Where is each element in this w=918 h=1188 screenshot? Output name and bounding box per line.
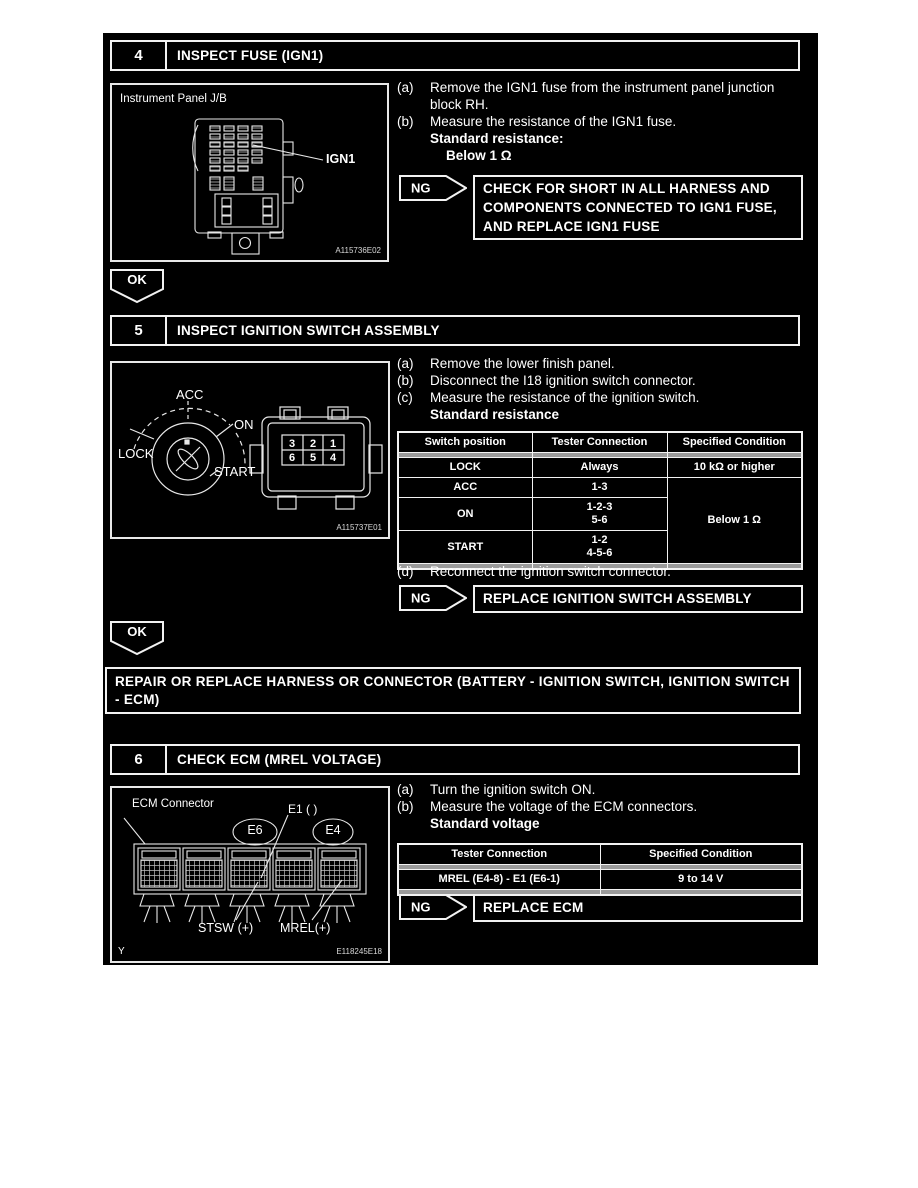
item-marker: (b) [397,799,414,814]
item-text: Measure the resistance of the ignition switch. [430,390,700,405]
instruction-item [397,563,797,580]
table-cell: Always [532,458,667,478]
item-text: Remove the IGN1 fuse from the instrument panel junction block RH. [430,80,775,112]
standard-voltage-label: Standard voltage [430,816,540,831]
table-row [398,478,802,498]
label-start: START [214,464,256,479]
table-cell: 9 to 14 V [600,870,802,890]
step4-header [110,40,800,71]
figure-instrument-panel [110,83,389,262]
connector-pin: 5 [309,452,317,464]
table-cell: ON [398,498,532,531]
ok-label: OK [127,624,147,639]
item-marker: (a) [397,80,414,95]
figure-ignition-switch [110,361,390,539]
item-text: Measure the voltage of the ECM connectors. [430,799,698,814]
step4-instructions [397,79,779,164]
table-header-cell: Specified Condition [600,844,802,865]
item-text: Reconnect the ignition switch connector. [430,564,671,579]
item-marker: (a) [397,782,414,797]
step6-number: 6 [112,746,167,773]
item-marker: (c) [397,390,413,405]
table-header-row [398,844,802,865]
item-marker: (b) [397,373,414,388]
figure-ecm-connector [110,786,390,963]
step5-number: 5 [112,317,167,344]
table-cell: 10 kΩ or higher [667,458,802,478]
table-cell: LOCK [398,458,532,478]
ng-pointer-icon [399,585,467,611]
resistance-table [397,431,803,570]
connector-pin: 6 [288,452,296,464]
item-text: Remove the lower finish panel. [430,356,615,371]
table-row [398,458,802,478]
ng-label: NG [411,180,431,196]
table-header-row [398,432,802,453]
table-cell: START [398,531,532,564]
instruction-item [397,79,779,113]
figure-code: E118245E18 [336,947,382,956]
instruction-item [397,389,797,406]
voltage-table [397,843,803,896]
repair-banner: REPAIR OR REPLACE HARNESS OR CONNECTOR (BATTERY - IGNITION SWITCH, IGNITION SWITCH - ECM) [105,667,801,714]
item-marker: (d) [397,564,414,579]
step5-title: INSPECT IGNITION SWITCH ASSEMBLY [177,323,440,338]
ecm-connector-drawing [112,788,388,961]
table-cell [532,531,667,564]
label-stsw: STSW (+) [198,921,254,935]
table-row [398,870,802,890]
ign1-callout: IGN1 [326,152,356,166]
instruction-item [397,372,797,389]
step4-ng-row [399,175,803,240]
cell-line: 1-2-3 [586,501,613,513]
connector-pin: 2 [309,438,317,450]
item-text: Measure the resistance of the IGN1 fuse. [430,114,677,129]
step6-ng-action-box: REPLACE ECM [473,894,803,922]
figure-title: Instrument Panel J/B [120,93,227,105]
item-marker: (a) [397,356,414,371]
connector-pin: 1 [329,438,337,450]
label-on: ON [234,417,254,432]
standard-resistance-label: Standard resistance [430,407,560,422]
label-acc: ACC [176,387,204,402]
instruction-item [397,355,797,372]
step5-instructions [397,355,797,423]
standard-resistance-label: Standard resistance: [430,131,564,146]
step5-ng-row [399,585,803,613]
ok-arrow-icon [110,269,164,304]
content-panel [103,33,818,965]
instruction-item [397,781,797,798]
item-text: Turn the ignition switch ON. [430,782,596,797]
table-header-cell: Tester Connection [398,844,600,865]
figure-title: ECM Connector [132,798,214,810]
step5-header [110,315,800,346]
table-cell: MREL (E4-8) - E1 (E6-1) [398,870,600,890]
table-header-cell: Tester Connection [532,432,667,453]
step5-ng-action-box: REPLACE IGNITION SWITCH ASSEMBLY [473,585,803,613]
instruction-item [397,113,779,130]
item-marker: (b) [397,114,414,129]
figure-code: A115736E02 [335,246,381,255]
connector-pin: 4 [329,452,337,464]
ng-pointer-icon [399,894,467,920]
table-cell: ACC [398,478,532,498]
ng-label: NG [411,590,431,606]
cell-line: 4-5-6 [586,547,613,559]
label-e4: E4 [325,823,341,837]
step5-item-d [397,563,797,580]
table-header-cell: Switch position [398,432,532,453]
step6-header [110,744,800,775]
standard-resistance-value: Below 1 Ω [446,148,512,163]
step4-title: INSPECT FUSE (IGN1) [177,48,324,63]
connector-pin: 3 [288,438,296,450]
step6-ng-row [399,894,803,922]
label-lock: LOCK [118,446,154,461]
figure-code: A115737E01 [336,523,382,532]
step6-instructions [397,781,797,832]
step6-title: CHECK ECM (MREL VOLTAGE) [177,752,382,767]
ng-label: NG [411,899,431,915]
label-e6: E6 [247,823,263,837]
corner-mark: Y [118,946,125,957]
fuse-box-drawing [112,85,387,260]
ok-arrow-icon [110,621,164,656]
ok-label: OK [127,272,147,287]
step4-number: 4 [112,42,167,69]
table-cell: 1-3 [532,478,667,498]
cell-line: 5-6 [591,514,608,526]
ng-pointer-icon [399,175,467,201]
instruction-item [397,798,797,815]
table-cell-merged: Below 1 Ω [667,478,802,564]
table-cell [532,498,667,531]
label-e1: E1 ( ) [288,802,318,816]
step4-ng-action-box: CHECK FOR SHORT IN ALL HARNESS AND COMPONENTS CONNECTED TO IGN1 FUSE, AND REPLACE IGN1 FUSE [473,175,803,240]
cell-line: 1-2 [591,534,608,546]
label-mrel: MREL(+) [280,921,331,935]
table-header-cell: Specified Condition [667,432,802,453]
item-text: Disconnect the I18 ignition switch connector. [430,373,696,388]
